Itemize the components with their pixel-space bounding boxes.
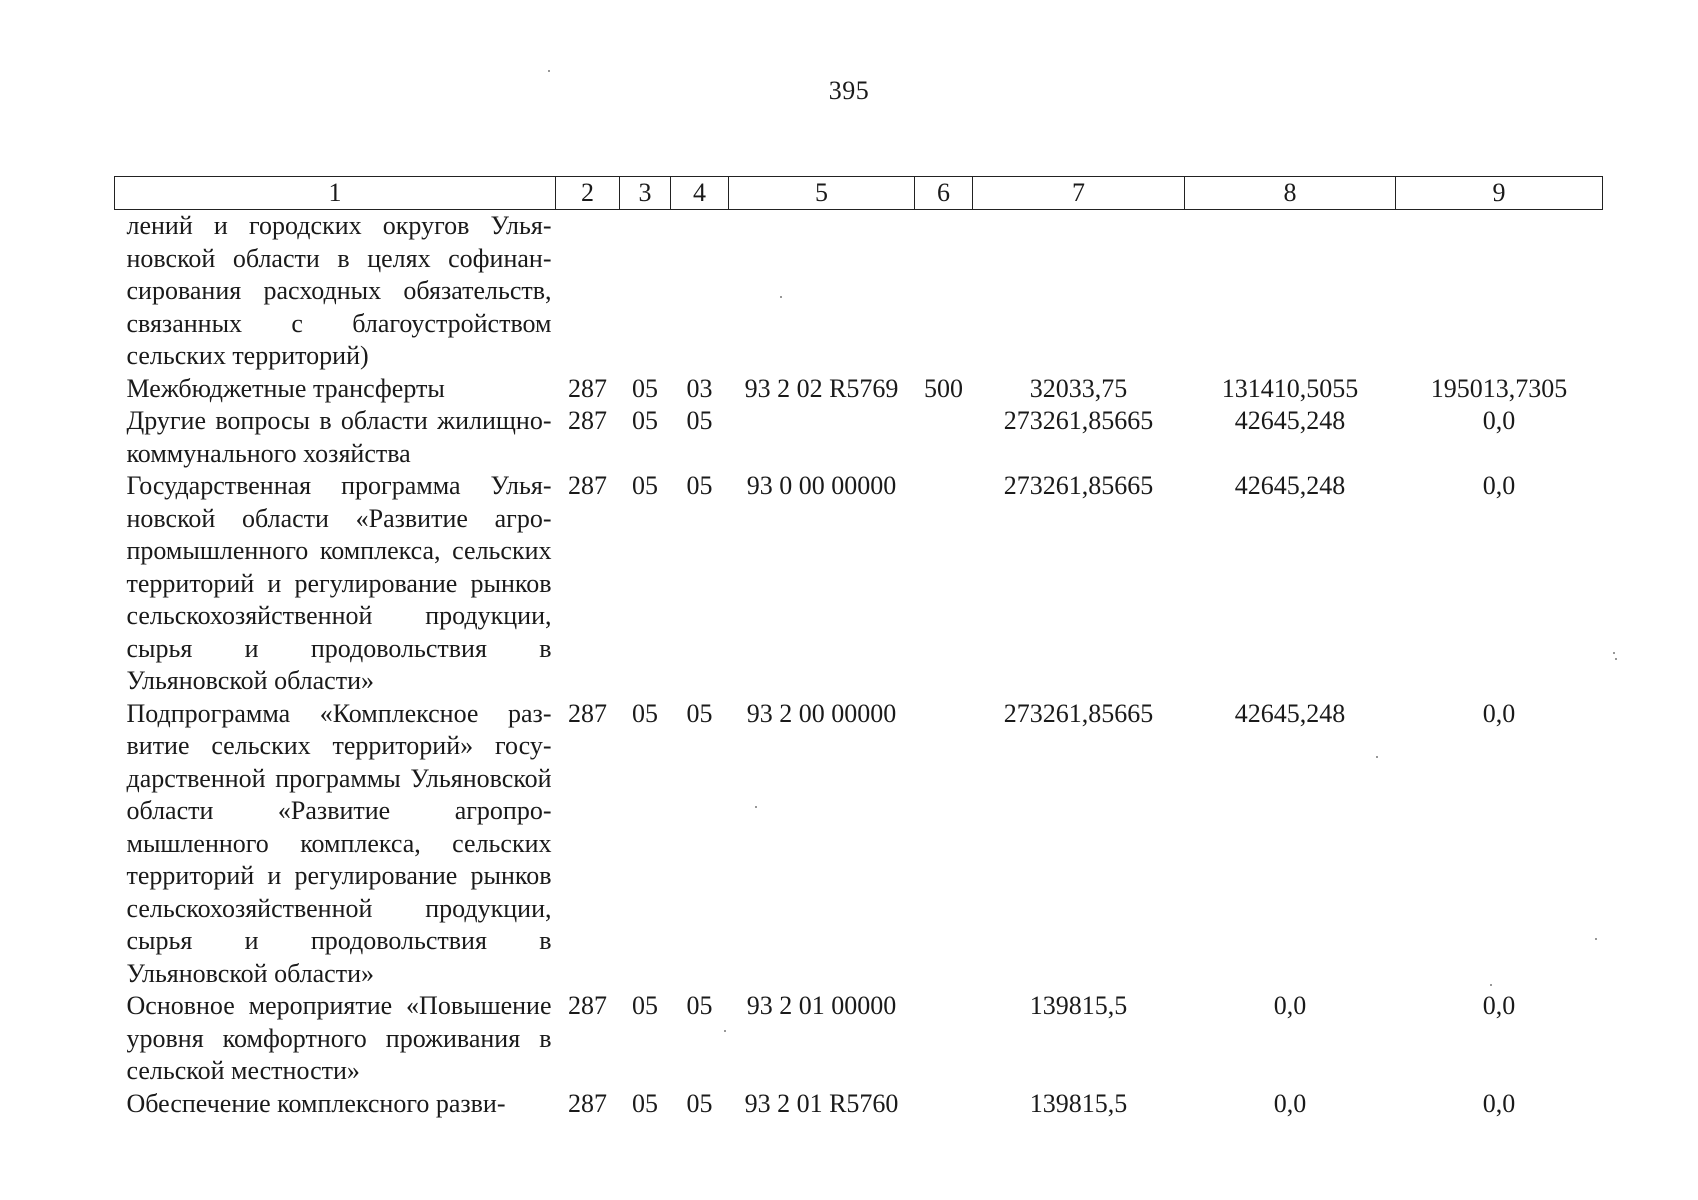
cell-col-5: 93 2 01 R5760	[744, 1088, 899, 1118]
table-body	[115, 210, 1603, 1121]
table-row	[115, 373, 1603, 406]
cell-col-7: 273261,85665	[1003, 406, 1154, 435]
cell-col-5: 93 2 02 R5769	[744, 373, 899, 403]
cell-col-4	[671, 210, 729, 373]
cell-col-2: 287	[568, 991, 607, 1020]
cell-col-2: 287	[568, 406, 607, 435]
cell-col-9	[1396, 210, 1603, 373]
cell-col-6: 500	[924, 373, 963, 403]
cell-col-7: 139815,5	[1029, 991, 1128, 1020]
cell-col-4: 05	[686, 406, 713, 435]
cell-col-5	[729, 405, 915, 470]
cell-col-4: 05	[686, 471, 713, 500]
column-header-4: 4	[671, 177, 729, 210]
cell-col-2: 287	[568, 1088, 607, 1118]
table-row	[115, 210, 1603, 373]
column-header-9: 9	[1396, 177, 1603, 210]
row-name-cell: лений и городских округов Ульяновской области в целях софинансирования расходных обязательств, связанных с благоустройством сельских территорий)	[126, 211, 552, 370]
scan-speck	[548, 70, 550, 72]
cell-col-3: 05	[632, 698, 658, 728]
cell-col-3: 05	[632, 406, 658, 435]
cell-col-5	[729, 210, 915, 373]
cell-col-7: 139815,5	[1029, 1088, 1128, 1118]
column-header-3: 3	[620, 177, 671, 210]
cell-col-2: 287	[568, 698, 607, 728]
cell-col-3: 05	[632, 991, 658, 1020]
scan-speck	[1595, 938, 1597, 940]
cell-col-3	[620, 210, 671, 373]
cell-col-7: 273261,85665	[1003, 471, 1154, 500]
header-row	[115, 177, 1603, 210]
row-name-cell: Другие вопросы в области жилищно-коммунального хозяйства	[126, 406, 552, 468]
table-row	[115, 405, 1603, 470]
cell-col-9: 0,0	[1482, 698, 1516, 728]
cell-col-3: 05	[632, 1088, 658, 1118]
cell-col-8: 0,0	[1273, 1088, 1307, 1118]
table-row	[115, 990, 1603, 1088]
cell-col-9: 195013,7305	[1430, 373, 1568, 403]
column-header-1: 1	[115, 177, 556, 210]
cell-col-4: 05	[686, 1088, 713, 1118]
cell-col-8: 42645,248	[1234, 698, 1346, 728]
cell-col-6	[915, 210, 973, 373]
column-header-6: 6	[915, 177, 973, 210]
scan-speck	[724, 1030, 726, 1032]
scan-speck	[1376, 756, 1378, 758]
table-row	[115, 698, 1603, 991]
scan-speck	[1490, 984, 1492, 986]
cell-col-7: 273261,85665	[1003, 698, 1154, 728]
row-name-cell: Обеспечение комплексного разви-	[126, 1088, 506, 1118]
cell-col-6	[915, 470, 973, 698]
cell-col-2	[556, 210, 620, 373]
column-header-5: 5	[729, 177, 915, 210]
table-row	[115, 1088, 1603, 1121]
cell-col-8	[1185, 210, 1396, 373]
row-name-cell: Государственная программа Ульяновской области «Развитие агропромышленного комплекса, сельских территорий и регулирование рынков сельскохозяйственной продукции, сырья и продовольствия в Ульяновской области»	[126, 471, 552, 695]
table-header	[115, 177, 1603, 210]
cell-col-8: 0,0	[1273, 991, 1307, 1020]
cell-col-2: 287	[568, 373, 607, 403]
cell-col-4: 05	[686, 698, 713, 728]
cell-col-3: 05	[632, 471, 658, 500]
cell-col-9: 0,0	[1482, 991, 1516, 1020]
scan-speck	[1615, 658, 1617, 660]
cell-col-3: 05	[632, 373, 658, 403]
cell-col-4: 03	[686, 373, 713, 403]
cell-col-6	[915, 698, 973, 991]
row-name-cell: Подпрограмма «Комплексное развитие сельских территорий» государственной программы Ульяновской области «Развитие агропромышленного комплекса, сельских территорий и регулирование рынков сельскохозяйственной продукции, сырья и продовольствия в Ульяновской области»	[126, 698, 552, 988]
cell-col-5: 93 2 00 00000	[746, 698, 897, 728]
cell-col-9: 0,0	[1482, 471, 1516, 500]
scan-speck	[780, 296, 782, 298]
cell-col-4: 05	[686, 991, 713, 1020]
budget-table	[114, 176, 1603, 1120]
cell-col-8: 42645,248	[1234, 471, 1346, 500]
cell-col-5: 93 0 00 00000	[746, 471, 897, 500]
scan-speck	[1613, 652, 1615, 654]
cell-col-9: 0,0	[1482, 1088, 1516, 1118]
row-name-cell: Основное мероприятие «Повышение уровня комфортного проживания в сельской местности»	[126, 991, 552, 1085]
column-header-2: 2	[556, 177, 620, 210]
table-row	[115, 470, 1603, 698]
cell-col-2: 287	[568, 471, 607, 500]
cell-col-5: 93 2 01 00000	[746, 991, 897, 1020]
cell-col-6	[915, 405, 973, 470]
cell-col-8: 42645,248	[1234, 406, 1346, 435]
column-header-7: 7	[973, 177, 1185, 210]
row-name-cell: Межбюджетные трансферты	[126, 373, 445, 403]
page-number: 395	[828, 76, 870, 105]
scan-speck	[755, 806, 757, 808]
column-header-8: 8	[1185, 177, 1396, 210]
cell-col-7	[973, 210, 1185, 373]
cell-col-6	[915, 1088, 973, 1121]
cell-col-8: 131410,5055	[1221, 373, 1359, 403]
cell-col-6	[915, 990, 973, 1088]
cell-col-9: 0,0	[1482, 406, 1516, 435]
cell-col-7: 32033,75	[1029, 373, 1128, 403]
